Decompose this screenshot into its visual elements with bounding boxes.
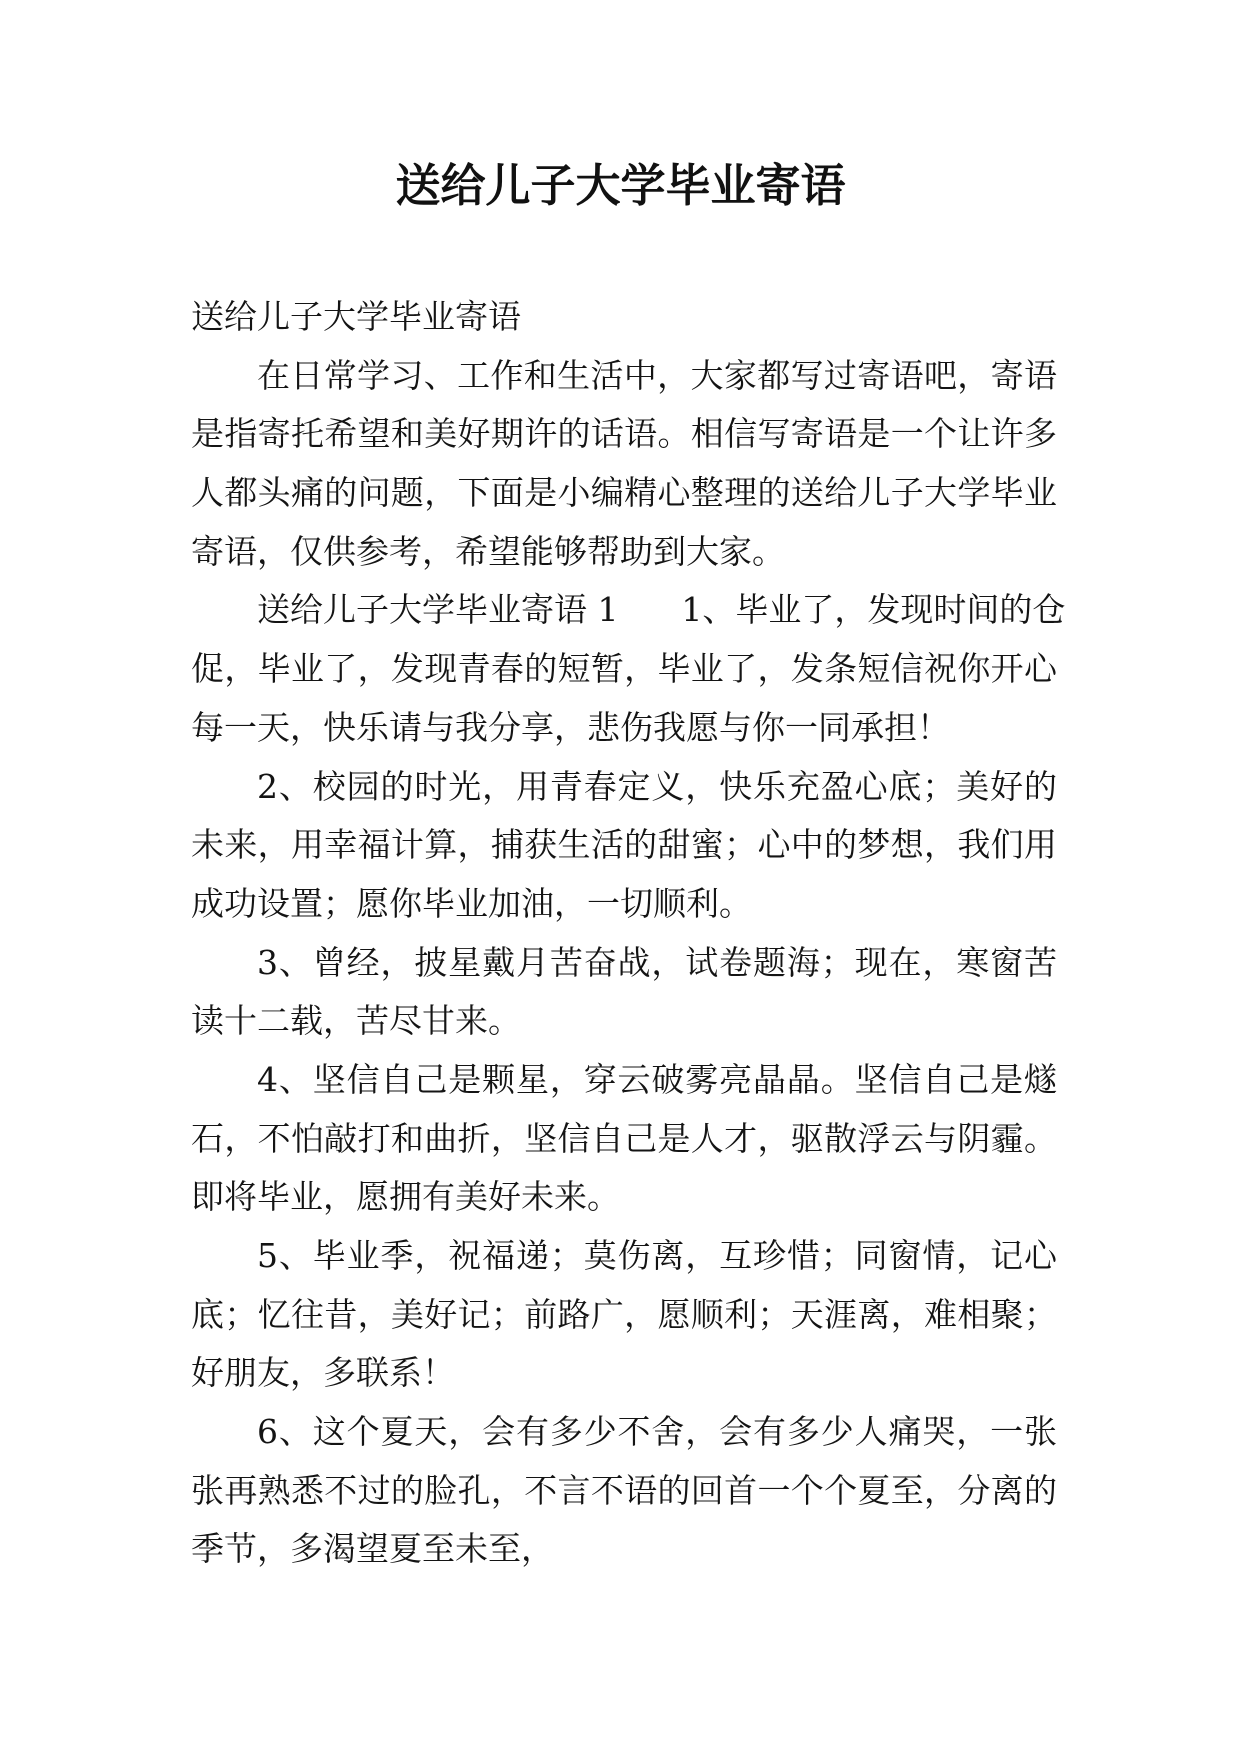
paragraph-line: 4、坚信自己是颗星，穿云破雾亮晶晶。坚信自己是燧	[257, 1059, 1057, 1099]
paragraph-line: 送给儿子大学毕业寄语 1 1、毕业了，发现时间的仓	[257, 590, 1066, 630]
paragraph-line: 5、毕业季，祝福递；莫伤离，互珍惜；同窗情，记心	[257, 1236, 1057, 1275]
paragraph-item-4	[191, 1051, 1057, 1227]
paragraph-line: 人都头痛的问题，下面是小编精心整理的送给儿子大学毕业	[191, 473, 1057, 513]
paragraph-line: 6、这个夏天，会有多少不舍，会有多少人痛哭，一张	[257, 1412, 1057, 1452]
paragraph-line: 促，毕业了，发现青春的短暂，毕业了，发条短信祝你开心	[191, 649, 1057, 689]
paragraph-line: 寄语，仅供参考，希望能够帮助到大家。	[191, 531, 785, 571]
paragraph-line: 成功设置；愿你毕业加油，一切顺利。	[191, 883, 752, 923]
paragraph-line: 是指寄托希望和美好期许的话语。相信写寄语是一个让许多	[191, 414, 1057, 454]
paragraph-item-2	[191, 758, 1057, 934]
paragraph-item-3	[191, 934, 1057, 1051]
document-body	[191, 288, 1066, 1579]
paragraph-item-5	[191, 1227, 1057, 1403]
paragraph-line: 即将毕业，愿拥有美好未来。	[191, 1177, 620, 1217]
paragraph-item-1	[191, 581, 1066, 757]
paragraph-line: 未来，用幸福计算，捕获生活的甜蜜；心中的梦想，我们用	[191, 825, 1057, 865]
heading-line: 送给儿子大学毕业寄语	[191, 297, 521, 336]
paragraph-line: 3、曾经，披星戴月苦奋战，试卷题海；现在，寒窗苦	[257, 942, 1057, 982]
paragraph-line: 在日常学习、工作和生活中，大家都写过寄语吧，寄语	[257, 355, 1057, 395]
document-title: 送给儿子大学毕业寄语	[395, 159, 846, 212]
paragraph-line: 张再熟悉不过的脸孔，不言不语的回首一个个夏至，分离的	[191, 1470, 1057, 1510]
paragraph-line: 季节，多渴望夏至未至，	[191, 1529, 554, 1569]
paragraph-item-6	[191, 1403, 1057, 1579]
paragraph-line: 2、校园的时光，用青春定义，快乐充盈心底；美好的	[257, 766, 1057, 806]
paragraph-line: 石，不怕敲打和曲折，坚信自己是人才，驱散浮云与阴霾。	[191, 1118, 1057, 1158]
paragraph-line: 每一天，快乐请与我分享，悲伤我愿与你一同承担！	[191, 707, 950, 747]
paragraph-line: 好朋友，多联系！	[191, 1353, 455, 1393]
paragraph-intro	[191, 347, 1057, 582]
paragraph-line: 读十二载，苦尽甘来。	[191, 1001, 521, 1041]
paragraph-line: 底；忆往昔，美好记；前路广，愿顺利；天涯离，难相聚；	[191, 1294, 1057, 1334]
